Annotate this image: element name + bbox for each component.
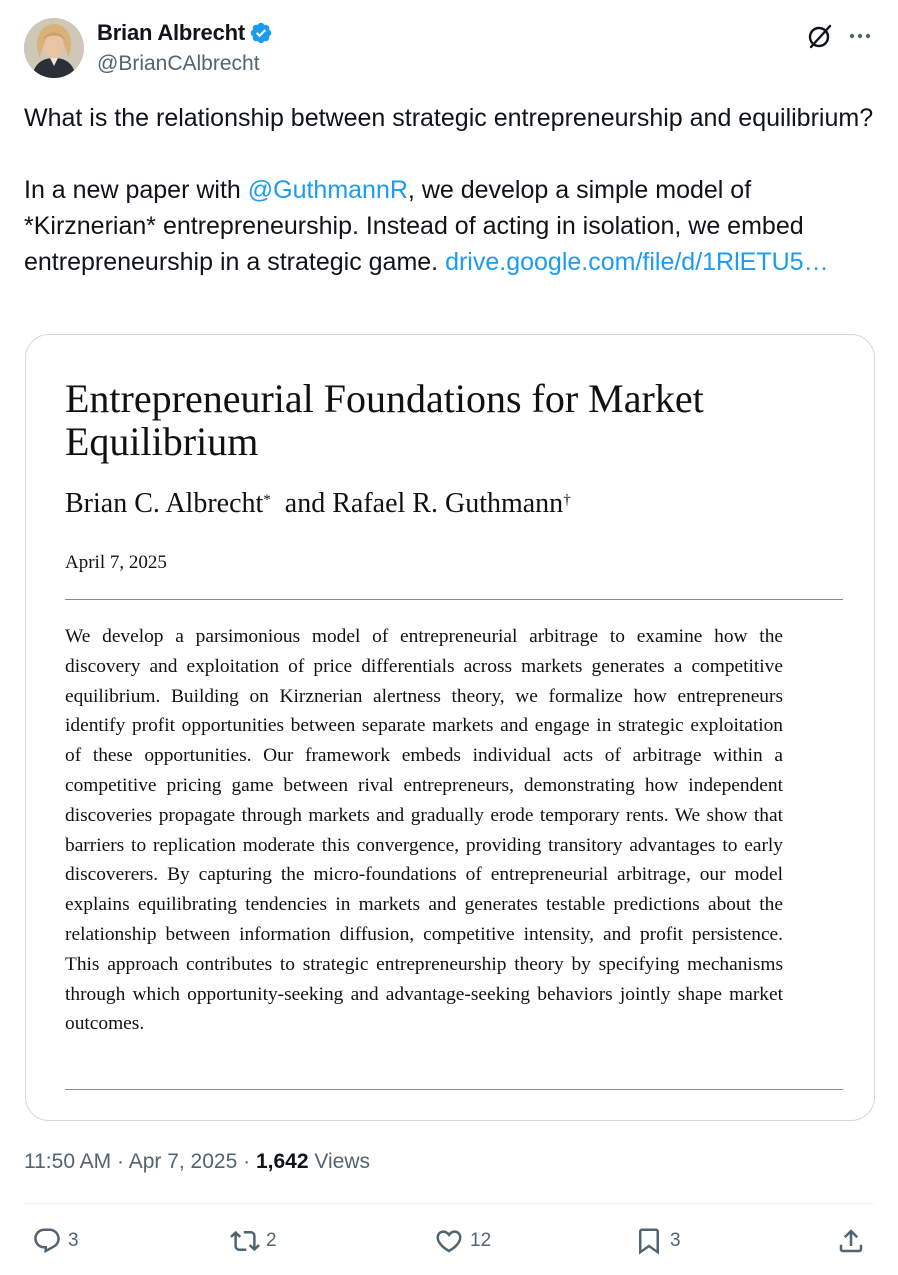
tweet-meta bbox=[24, 1150, 370, 1174]
reply-button[interactable] bbox=[32, 1222, 79, 1260]
post-date[interactable]: Apr 7, 2025 bbox=[128, 1150, 238, 1173]
text-segment: In a new paper with bbox=[24, 176, 248, 204]
avatar[interactable] bbox=[24, 18, 84, 78]
like-button[interactable] bbox=[434, 1222, 491, 1260]
external-link[interactable]: drive.google.com/file/d/1RlETU5… bbox=[445, 248, 829, 276]
paragraph-gap bbox=[24, 136, 874, 172]
share-button[interactable] bbox=[836, 1222, 866, 1260]
divider bbox=[24, 1203, 874, 1204]
views-label: Views bbox=[308, 1150, 370, 1173]
tweet-text bbox=[24, 100, 874, 280]
action-bar bbox=[0, 1222, 898, 1262]
like-count: 12 bbox=[470, 1230, 492, 1251]
paper-title: Entrepreneurial Foundations for Market Equilibrium bbox=[65, 376, 704, 464]
text-segment: , we develop a simple model of *Kirznerian* entrepreneurship. Instead of acting in isolation, we embed entrepreneurship in a strategic game. bbox=[24, 176, 804, 276]
heart-icon bbox=[434, 1226, 464, 1256]
views-count[interactable]: 1,642 bbox=[255, 1150, 309, 1173]
post-time[interactable]: 11:50 AM bbox=[24, 1150, 112, 1173]
author-name-row bbox=[97, 20, 273, 46]
mention-link[interactable]: @GuthmannR bbox=[247, 176, 408, 204]
meta-separator: · bbox=[237, 1150, 256, 1173]
author-1-mark: * bbox=[263, 492, 271, 508]
verified-badge-icon[interactable] bbox=[249, 21, 273, 45]
repost-button[interactable] bbox=[230, 1222, 277, 1260]
tweet-paragraph-2 bbox=[24, 172, 874, 280]
paper-date: April 7, 2025 bbox=[65, 552, 167, 573]
tweet-paragraph-1: What is the relationship between strategic entrepreneurship and equilibrium? bbox=[24, 104, 874, 132]
reply-icon bbox=[32, 1226, 62, 1256]
share-icon bbox=[836, 1226, 866, 1256]
media-image[interactable] bbox=[25, 334, 875, 1121]
author-conjunction: and bbox=[284, 488, 326, 519]
bookmark-icon bbox=[634, 1226, 664, 1256]
bookmark-count: 3 bbox=[670, 1230, 681, 1251]
divider-rule bbox=[65, 599, 843, 600]
reply-count: 3 bbox=[68, 1230, 79, 1251]
author-1: Brian C. Albrecht bbox=[65, 488, 264, 519]
avatar-photo bbox=[24, 18, 84, 78]
display-name[interactable]: Brian Albrecht bbox=[97, 20, 245, 45]
more-options-icon[interactable] bbox=[845, 21, 875, 51]
author-handle[interactable]: @BrianCAlbrecht bbox=[97, 52, 260, 75]
paper-abstract: We develop a parsimonious model of entrepreneurial arbitrage to examine how the discovery and exploitation of price differentials across markets generates a competitive equilibrium. Building on Kirznerian alertness theory, we formalize how entrepreneurs identify profit opportunities between separate markets and engage in strategic exploitation of these opportunities. Our framework embeds individual acts of arbitrage within a competitive pricing game between rival entrepreneurs, demonstrating how independent discoveries propagate through markets and gradually erode temporary rents. We show that barriers to replication moderate this convergence, providing transitory advantages to early discoverers. By capturing the micro-foundations of entrepreneurial arbitrage, our model explains equilibrating tendencies in markets and generates testable predictions about the relationship between information diffusion, competitive intensity, and profit persistence. This approach contributes to strategic entrepreneurship theory by specifying mechanisms through which opportunity-seeking and advantage-seeking behaviors jointly shape market outcomes. bbox=[65, 626, 783, 1035]
repost-count: 2 bbox=[266, 1230, 277, 1251]
author-2: Rafael R. Guthmann bbox=[332, 488, 564, 519]
paper-authors bbox=[65, 487, 845, 521]
repost-icon bbox=[230, 1226, 260, 1256]
bookmark-button[interactable] bbox=[634, 1222, 681, 1260]
author-2-mark: † bbox=[563, 492, 571, 508]
meta-separator: · bbox=[111, 1150, 129, 1173]
divider-rule bbox=[65, 1089, 843, 1090]
grok-icon[interactable] bbox=[805, 21, 835, 51]
